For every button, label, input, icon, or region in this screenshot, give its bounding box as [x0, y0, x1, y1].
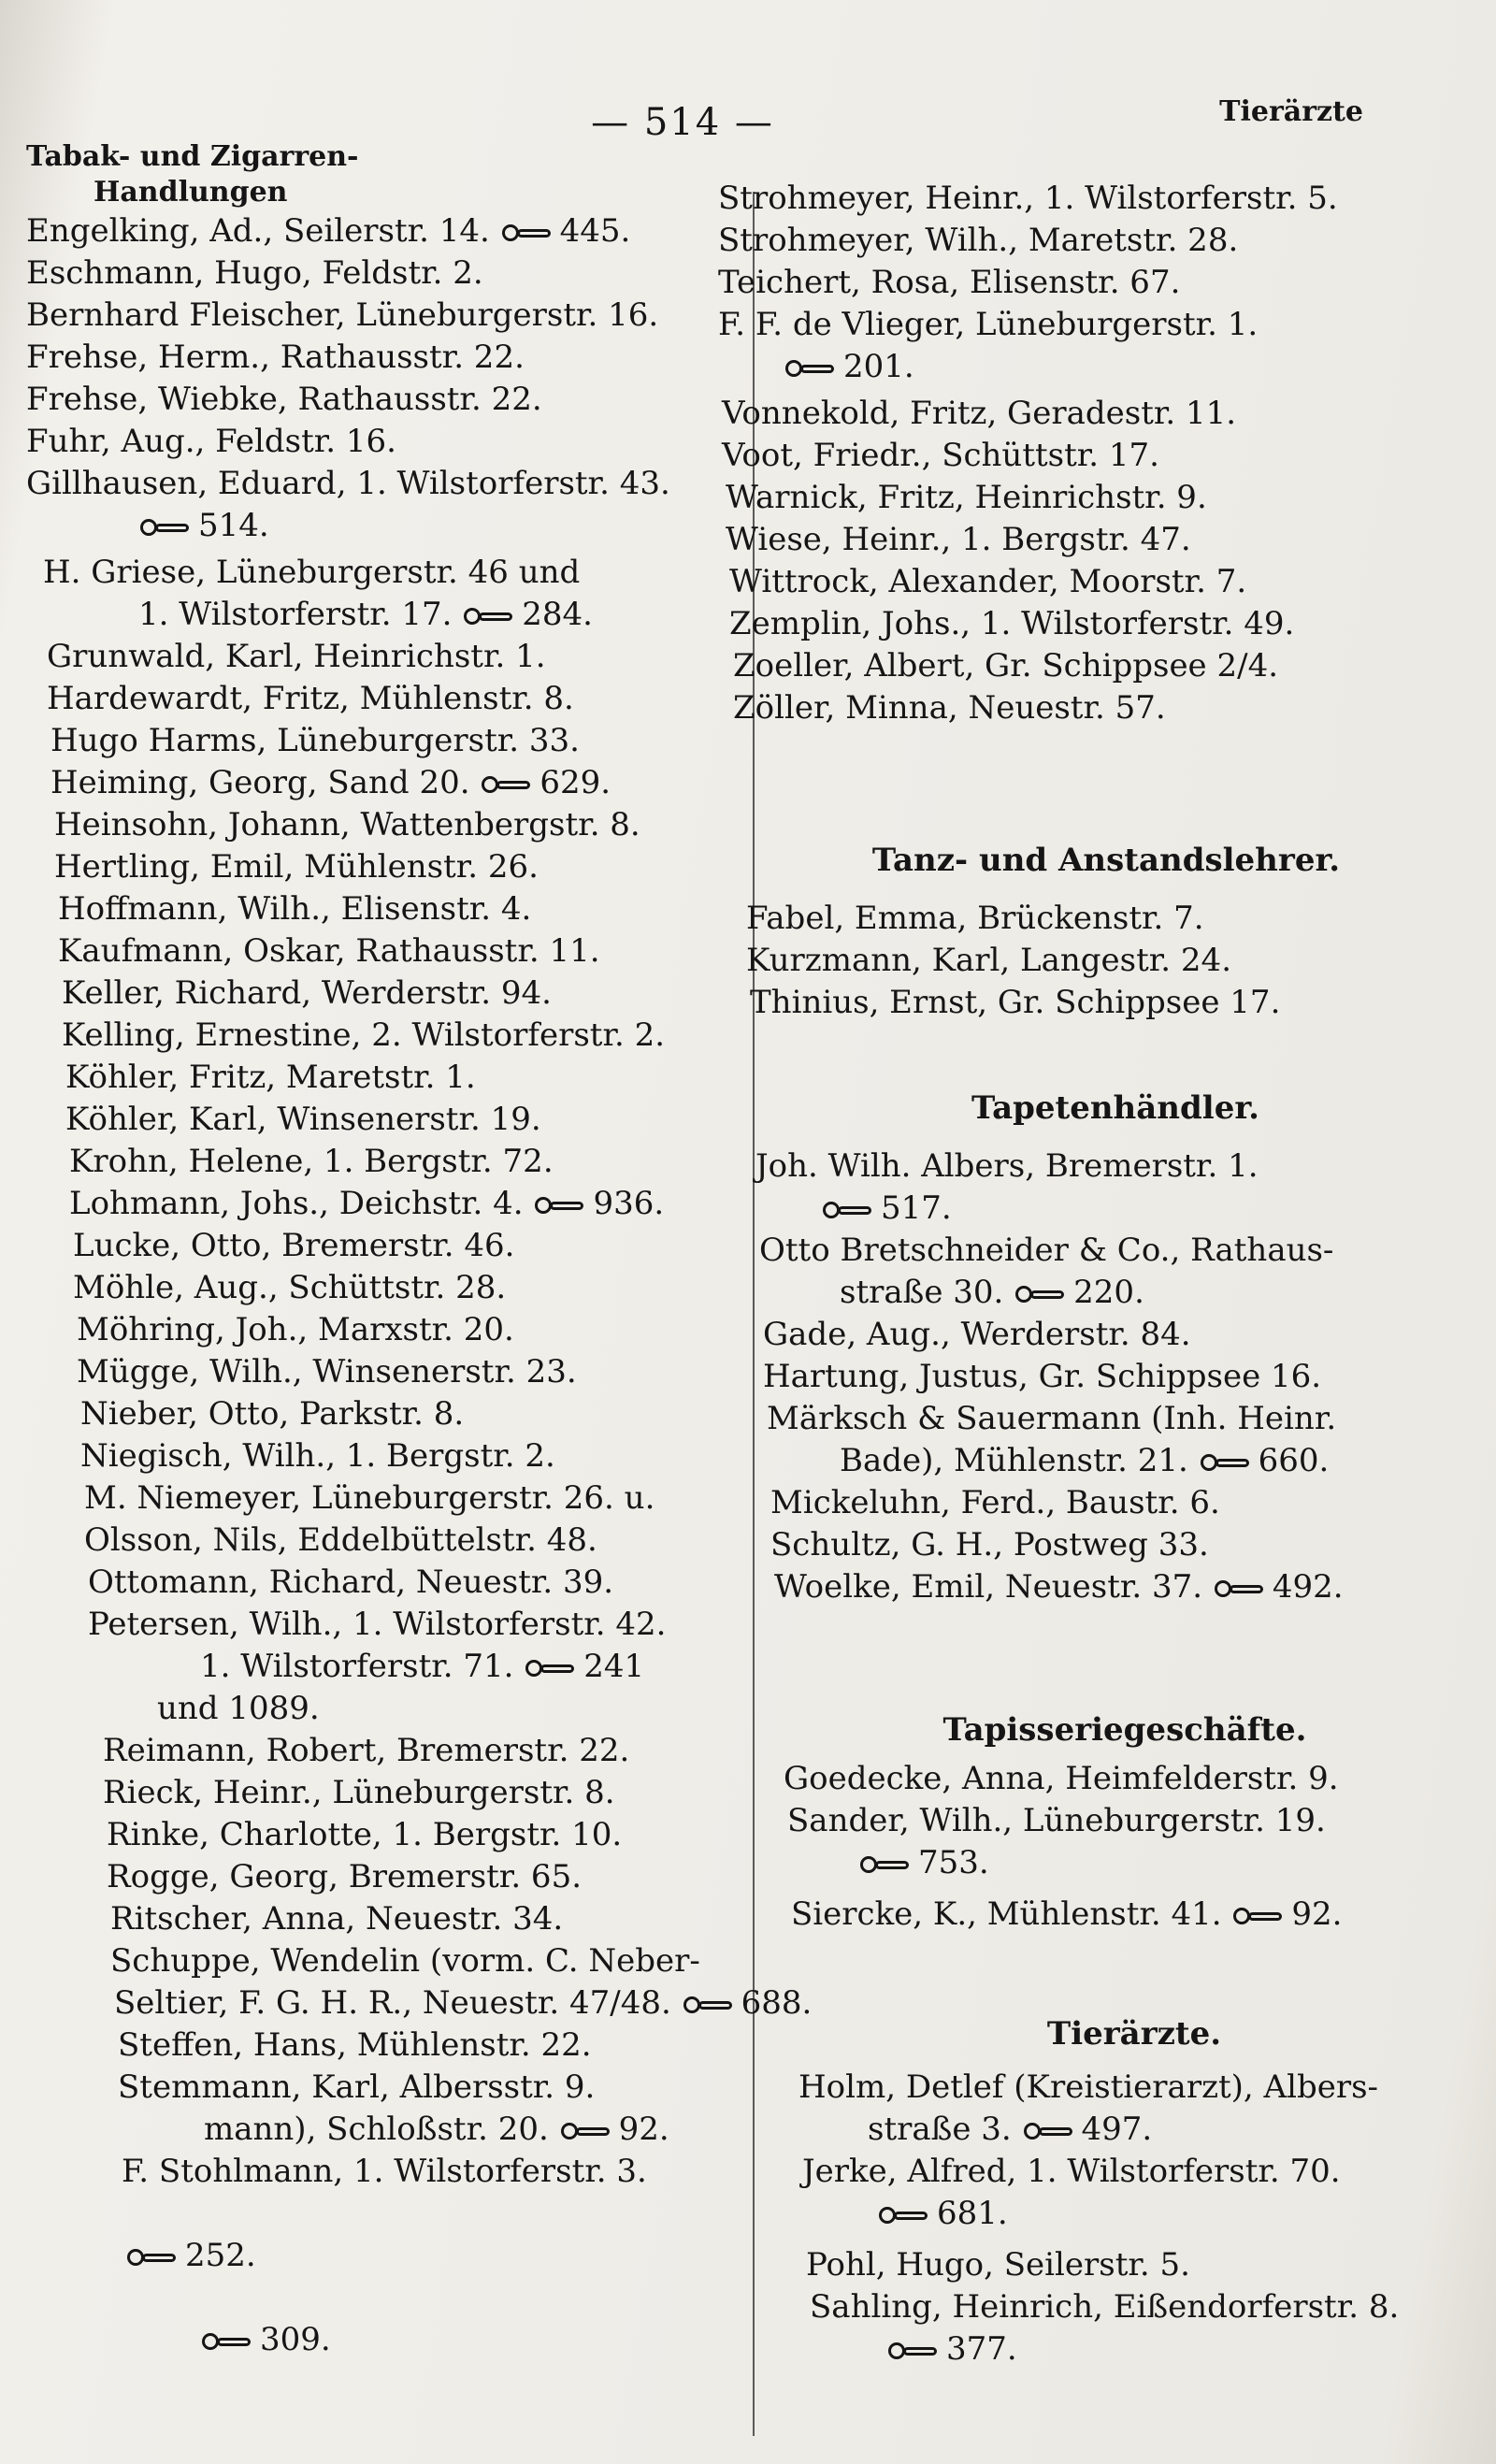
- list-item: Hugo Harms, Lüneburgerstr. 33.: [50, 722, 580, 759]
- list-item: Zemplin, Johs., 1. Wilstorferstr. 49.: [729, 605, 1295, 642]
- list-item: Voot, Friedr., Schüttstr. 17.: [722, 437, 1159, 474]
- list-item: Sahling, Heinrich, Eißendorferstr. 8.: [810, 2288, 1400, 2326]
- running-head: Tierärzte: [1219, 95, 1363, 128]
- phone-number: 284.: [522, 596, 593, 633]
- list-item-continuation: [26, 594, 593, 635]
- entry-text: Engelking, Ad., Seilerstr. 14.: [26, 212, 490, 250]
- list-item: Pohl, Hugo, Seilerstr. 5.: [806, 2246, 1190, 2284]
- list-item: Märksch & Sauermann (Inh. Heinr.: [767, 1400, 1337, 1437]
- list-item: Teichert, Rosa, Elisenstr. 67.: [718, 264, 1181, 301]
- list-item: Köhler, Fritz, Maretstr. 1.: [65, 1059, 476, 1096]
- phone-number: 492.: [1272, 1568, 1344, 1606]
- telephone-icon: [535, 1195, 587, 1216]
- phone-number: 445.: [559, 212, 631, 250]
- telephone-icon: [1024, 2121, 1076, 2141]
- list-item: F. F. de Vlieger, Lüneburgerstr. 1.: [718, 306, 1259, 343]
- list-item: Eschmann, Hugo, Feldstr. 2.: [26, 254, 483, 292]
- list-item: F. Stohlmann, 1. Wilstorferstr. 3.: [122, 2153, 647, 2190]
- list-item: [114, 1982, 812, 2024]
- entry-text: 1. Wilstorferstr. 71.: [200, 1648, 514, 1685]
- phone-number: 514.: [198, 507, 269, 544]
- list-item: Wiese, Heinr., 1. Bergstr. 47.: [726, 521, 1191, 558]
- telephone-icon: [127, 2247, 180, 2268]
- list-item: Schultz, G. H., Postweg 33.: [770, 1526, 1209, 1563]
- list-item: Stemmann, Karl, Albersstr. 9.: [118, 2068, 596, 2106]
- list-item: Grunwald, Karl, Heinrichstr. 1.: [47, 638, 546, 675]
- list-item-continuation: [877, 2193, 1008, 2234]
- telephone-icon: [683, 1995, 736, 2015]
- telephone-icon: [888, 2341, 941, 2361]
- entry-text: Siercke, K., Mühlenstr. 41.: [791, 1895, 1222, 1933]
- list-item-continuation: [886, 2328, 1017, 2370]
- list-item: Köhler, Karl, Winsenerstr. 19.: [65, 1101, 541, 1138]
- list-item: Frehse, Herm., Rathausstr. 22.: [26, 339, 525, 376]
- telephone-icon: [464, 606, 516, 627]
- list-item: [125, 2235, 256, 2276]
- phone-number: 497.: [1081, 2111, 1153, 2148]
- list-item-continuation: [88, 1646, 644, 1687]
- telephone-icon: [525, 1658, 578, 1679]
- entry-text: mann), Schloßstr. 20.: [204, 2111, 549, 2148]
- list-item: Zöller, Minna, Neuestr. 57.: [733, 689, 1166, 727]
- list-item: Reimann, Robert, Bremerstr. 22.: [103, 1732, 630, 1769]
- telephone-icon: [1015, 1284, 1068, 1304]
- list-item: Niegisch, Wilh., 1. Bergstr. 2.: [80, 1437, 555, 1475]
- list-item: Strohmeyer, Wilh., Maretstr. 28.: [718, 222, 1239, 259]
- list-item: Rogge, Georg, Bremerstr. 65.: [107, 1858, 583, 1895]
- section-heading-tabak-2: Handlungen: [94, 176, 288, 209]
- list-item: Bernhard Fleischer, Lüneburgerstr. 16.: [26, 296, 659, 334]
- list-item: H. Griese, Lüneburgerstr. 46 und: [43, 554, 581, 591]
- list-item: [791, 1894, 1342, 1935]
- list-item: [774, 1566, 1344, 1607]
- list-item: Nieber, Otto, Parkstr. 8.: [80, 1395, 465, 1433]
- list-item-continuation: [26, 505, 269, 546]
- list-item: Warnick, Fritz, Heinrichstr. 9.: [726, 479, 1207, 516]
- list-item: Mickeluhn, Ferd., Baustr. 6.: [770, 1484, 1220, 1521]
- list-item: Vonnekold, Fritz, Geradestr. 11.: [722, 395, 1237, 432]
- list-item: [69, 1183, 664, 1224]
- list-item: [26, 210, 630, 252]
- list-item: Möhring, Joh., Marxstr. 20.: [77, 1311, 514, 1348]
- section-heading-tanz: Tanz- und Anstandslehrer.: [871, 842, 1341, 879]
- entry-text: Heiming, Georg, Sand 20.: [50, 764, 470, 801]
- list-item: Petersen, Wilh., 1. Wilstorferstr. 42.: [88, 1606, 667, 1643]
- list-item: Hoffmann, Wilh., Elisenstr. 4.: [58, 890, 532, 928]
- list-item: Mügge, Wilh., Winsenerstr. 23.: [77, 1353, 577, 1391]
- entry-text: Seltier, F. G. H. R., Neuestr. 47/48.: [114, 1984, 671, 2022]
- list-item: Kurzmann, Karl, Langestr. 24.: [746, 942, 1231, 979]
- telephone-icon: [502, 223, 554, 243]
- phone-number: 660.: [1258, 1442, 1330, 1479]
- list-item: Strohmeyer, Heinr., 1. Wilstorferstr. 5.: [718, 180, 1338, 217]
- telephone-icon: [561, 2121, 613, 2141]
- list-item: Olsson, Nils, Eddelbüttelstr. 48.: [84, 1521, 597, 1559]
- phone-number: 377.: [946, 2330, 1017, 2368]
- telephone-icon: [860, 1854, 913, 1875]
- list-item-continuation: [92, 2109, 669, 2150]
- phone-number: 252.: [185, 2237, 256, 2274]
- entry-text: Woelke, Emil, Neuestr. 37.: [774, 1568, 1203, 1606]
- list-item-continuation: [821, 1188, 952, 1229]
- phone-number: 309.: [260, 2321, 331, 2358]
- list-item: Kelling, Ernestine, 2. Wilstorferstr. 2.: [62, 1016, 666, 1054]
- telephone-icon: [879, 2205, 931, 2226]
- list-item: Keller, Richard, Werderstr. 94.: [62, 974, 552, 1012]
- list-item-continuation: und 1089.: [157, 1690, 320, 1727]
- list-item-continuation: [784, 346, 914, 387]
- list-item: Gillhausen, Eduard, 1. Wilstorferstr. 43.: [26, 465, 670, 502]
- list-item: Schuppe, Wendelin (vorm. C. Neber-: [110, 1942, 700, 1980]
- list-item: Fabel, Emma, Brückenstr. 7.: [746, 900, 1204, 937]
- list-item: Otto Bretschneider & Co., Rathaus-: [759, 1232, 1334, 1269]
- page-number: — 514 —: [591, 101, 774, 144]
- list-item-continuation: [840, 1440, 1329, 1481]
- list-item-continuation: [868, 2109, 1152, 2150]
- list-item: Zoeller, Albert, Gr. Schippsee 2/4.: [733, 647, 1279, 684]
- list-item: M. Niemeyer, Lüneburgerstr. 26. u.: [84, 1479, 655, 1517]
- list-item-continuation: [858, 1842, 989, 1883]
- telephone-icon: [202, 2331, 254, 2352]
- section-heading-tapeten: Tapetenhändler.: [971, 1089, 1259, 1127]
- list-item: Holm, Detlef (Kreistierarzt), Albers-: [798, 2068, 1379, 2106]
- telephone-icon: [140, 517, 193, 538]
- phone-number: 936.: [593, 1185, 665, 1222]
- entry-text: Lohmann, Johs., Deichstr. 4.: [69, 1185, 524, 1222]
- phone-number: 201.: [843, 348, 914, 385]
- phone-number: 92.: [618, 2111, 669, 2148]
- list-item: Fuhr, Aug., Feldstr. 16.: [26, 423, 396, 460]
- list-item: Sander, Wilh., Lüneburgerstr. 19.: [787, 1802, 1326, 1839]
- list-item: Rinke, Charlotte, 1. Bergstr. 10.: [107, 1816, 623, 1853]
- list-item: Hartung, Justus, Gr. Schippsee 16.: [763, 1358, 1322, 1395]
- list-item-continuation: [840, 1272, 1144, 1313]
- phone-number: 688.: [741, 1984, 813, 2022]
- telephone-icon: [482, 774, 534, 795]
- list-item: Lucke, Otto, Bremerstr. 46.: [73, 1227, 515, 1264]
- phone-number: 92.: [1291, 1895, 1343, 1933]
- list-item: Ritscher, Anna, Neuestr. 34.: [110, 1900, 564, 1938]
- phone-number: 220.: [1073, 1274, 1144, 1311]
- list-item: Goedecke, Anna, Heimfelderstr. 9.: [784, 1760, 1339, 1797]
- section-heading-tabak-1: Tabak- und Zigarren-: [26, 140, 359, 173]
- entry-text: straße 3.: [868, 2111, 1012, 2148]
- list-item: Jerke, Alfred, 1. Wilstorferstr. 70.: [802, 2153, 1341, 2190]
- list-item: Hertling, Emil, Mühlenstr. 26.: [54, 848, 539, 886]
- telephone-icon: [1201, 1452, 1253, 1473]
- telephone-icon: [1215, 1578, 1267, 1599]
- phone-number: 753.: [918, 1844, 989, 1881]
- telephone-icon: [1233, 1906, 1286, 1926]
- list-item: Thinius, Ernst, Gr. Schippsee 17.: [750, 984, 1281, 1021]
- phone-number: 681.: [937, 2195, 1008, 2232]
- list-item: Krohn, Helene, 1. Bergstr. 72.: [69, 1143, 554, 1180]
- section-heading-tapisserie: Tapisseriegeschäfte.: [942, 1711, 1307, 1749]
- list-item: Kaufmann, Oskar, Rathausstr. 11.: [58, 932, 600, 970]
- list-item: Joh. Wilh. Albers, Bremerstr. 1.: [755, 1147, 1259, 1185]
- telephone-icon: [823, 1200, 875, 1220]
- list-item: Gade, Aug., Werderstr. 84.: [763, 1316, 1191, 1353]
- list-item: Steffen, Hans, Mühlenstr. 22.: [118, 2026, 592, 2064]
- list-item: Möhle, Aug., Schüttstr. 28.: [73, 1269, 507, 1306]
- phone-number: 517.: [881, 1189, 952, 1227]
- list-item-continuation: [200, 2319, 331, 2360]
- entry-text: 1. Wilstorferstr. 17.: [138, 596, 453, 633]
- phone-number: 629.: [539, 764, 611, 801]
- list-item: Hardewardt, Fritz, Mühlenstr. 8.: [47, 680, 574, 717]
- list-item: Ottomann, Richard, Neuestr. 39.: [88, 1563, 614, 1601]
- telephone-icon: [785, 358, 838, 379]
- section-heading-tieraerzte: Tierärzte.: [1046, 2015, 1222, 2053]
- list-item: [50, 762, 611, 803]
- list-item: Frehse, Wiebke, Rathausstr. 22.: [26, 381, 542, 418]
- entry-text: straße 30.: [840, 1274, 1004, 1311]
- list-item: Rieck, Heinr., Lüneburgerstr. 8.: [103, 1774, 615, 1811]
- phone-number: 241: [583, 1648, 645, 1685]
- list-item: Wittrock, Alexander, Moorstr. 7.: [729, 563, 1247, 600]
- entry-text: Bade), Mühlenstr. 21.: [840, 1442, 1188, 1479]
- list-item: Heinsohn, Johann, Wattenbergstr. 8.: [54, 806, 640, 843]
